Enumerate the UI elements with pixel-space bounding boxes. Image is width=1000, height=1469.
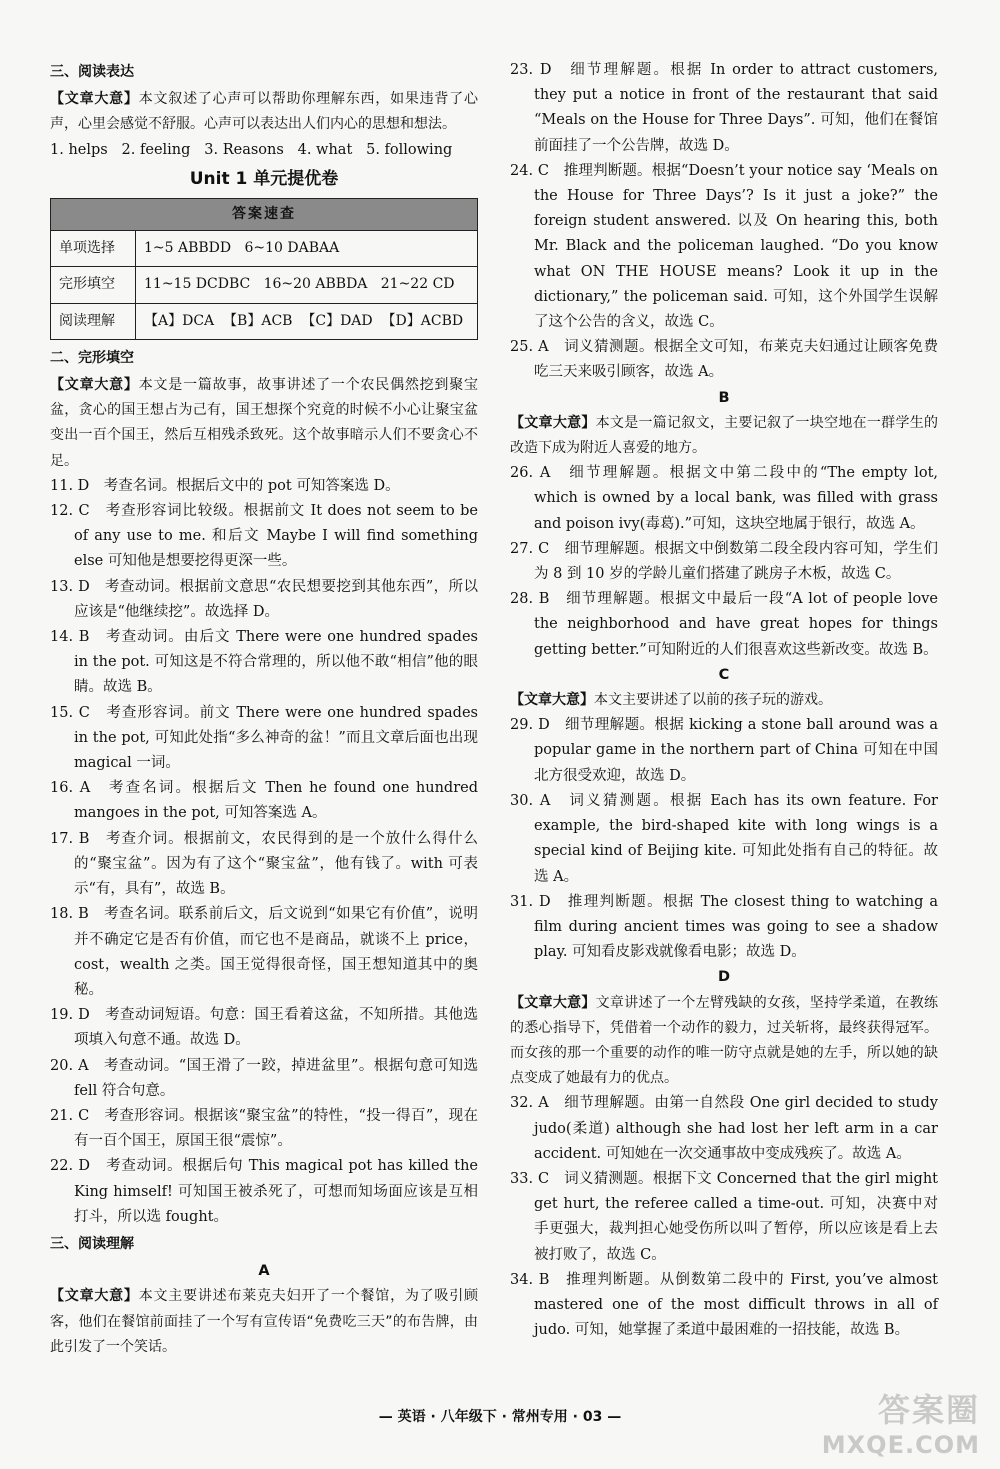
answer-item: 31. D 推理判断题。根据 The closest thing to watching a film during ancient times was going to see a shadow play. 可知看皮影戏就像看电影；故选 D。 [510, 893, 938, 961]
watermark-line: MXQE.COM [821, 1431, 980, 1459]
summary-tag: 【文章大意】 [50, 377, 139, 394]
answer-item: 28. B 细节理解题。根据文中最后一段“A lot of people love the neighborhood and have great hopes for things getting better.”可知附近的人们很喜欢这些新改变。故选 B。 [510, 591, 938, 658]
part-letter: D [717, 969, 731, 986]
row-value: 1~5 ABBDD 6~10 DABAA [136, 231, 478, 267]
answer-item: 11. D 考查名词。根据后文中的 pot 可知答案选 D。 [50, 477, 400, 494]
answers-line: 1. helps 2. feeling 3. Reasons 4. what 5. following [50, 141, 453, 158]
summary [510, 411, 938, 461]
row-value: 【A】DCA 【B】ACB 【C】DAD 【D】ACBD [136, 303, 478, 339]
row-label: 完形填空 [51, 267, 136, 303]
unit-title: Unit 1 单元提优卷 [189, 168, 339, 189]
left-column [50, 58, 478, 1360]
row-value: 11~15 DCDBC 16~20 ABBDA 21~22 CD [136, 267, 478, 303]
summary-text: 本文是一篇记叙文，主要记叙了一块空地在一群学生的改造下成为附近人喜爱的地方。 [510, 414, 938, 457]
answer-item: 25. A 词义猜测题。根据全文可知，布莱克夫妇通过让顾客免费吃三天来吸引顾客，故选 A。 [510, 339, 938, 381]
section-title: 二、完形填空 [50, 349, 134, 366]
answer-item: 29. D 细节理解题。根据 kicking a stone ball around was a popular game in the northern part of China 可知在中国北方很受欢迎，故选 D。 [510, 717, 938, 784]
summary [510, 991, 938, 1092]
answer-item: 23. D 细节理解题。根据 In order to attract customers, they put a notice in front of the restaurant that said “Meals on the House for Three Days”. 可知，他们在餐馆前面挂了一个公告牌，故选 D。 [510, 62, 938, 154]
summary-tag: 【文章大意】 [50, 91, 139, 108]
summary [510, 688, 938, 713]
page-footer: — 英语 · 八年级下 · 常州专用 · 03 — [378, 1409, 622, 1425]
answer-item: 19. D 考查动词短语。句意：国王看着这盆，不知所措。其他选项填入句意不通。故选 D。 [50, 1007, 478, 1049]
answer-item: 12. C 考查形容词比较级。根据前文 It does not seem to be of any use to me. 和后文 Maybe I will find something else 可知他是想要挖得更深一些。 [50, 503, 478, 570]
summary-tag: 【文章大意】 [510, 692, 594, 709]
part-letter: B [718, 389, 730, 406]
answer-item: 20. A 考查动词。“国王滑了一跤，掉进盆里”。根据句意可知选 fell 符合句意。 [50, 1057, 478, 1099]
answer-item: 30. A 词义猜测题。根据 Each has its own feature. For example, the bird-shaped kite with long wings is a special kind of Beijing kite. 可知此处指有自己的特征。故选 A。 [510, 792, 938, 885]
answer-item: 34. B 推理判断题。从倒数第二段中的 First, you’ve almost mastered one of the most difficult throws in all of judo. 可知，她掌握了柔道中最困难的一招技能，故选 B。 [510, 1271, 938, 1339]
section-title: 三、阅读理解 [50, 1235, 134, 1252]
summary-tag: 【文章大意】 [510, 414, 596, 431]
table-row [51, 267, 478, 303]
answer-item: 26. A 细节理解题。根据文中第二段中的“The empty lot, which is owned by a local bank, was filled with grass and poison ivy(毒葛).”可知，这块空地属于银行，故选 A。 [510, 465, 938, 532]
table-row [51, 303, 478, 339]
summary [50, 373, 478, 474]
table-header: 答案速查 [51, 199, 478, 231]
summary [50, 1284, 478, 1360]
section-title: 三、阅读表达 [50, 64, 134, 80]
row-label: 单项选择 [51, 231, 136, 267]
table-row [51, 231, 478, 267]
answer-item: 18. B 考查名词。联系前后文，后文说到“如果它有价值”，说明并不确定它是否有价值，而它也不是商品，就谈不上 price，cost，wealth 之类。国王觉得很奇怪，国王想知道其中的奥秘。 [50, 906, 478, 998]
answer-item: 21. C 考查形容词。根据该“聚宝盆”的特性，“投一得百”，现在有一百个国王，原国王很“震惊”。 [50, 1107, 478, 1150]
summary-tag: 【文章大意】 [50, 1288, 139, 1305]
answer-item: 13. D 考查动词。根据前文意思“农民想要挖到其他东西”，所以应该是“他继续挖”。故选择 D。 [50, 578, 478, 620]
part-letter: C [718, 666, 730, 683]
answer-item: 15. C 考查形容词。前文 There were one hundred spades in the pot, 可知此处指“多么神奇的盆！”而且文章后面也出现 magical 一词。 [50, 704, 478, 772]
answer-item: 27. C 细节理解题。根据文中倒数第二段全段内容可知，学生们为 8 到 10 岁的学龄儿童们搭建了跳房子木板，故选 C。 [510, 540, 938, 583]
row-label: 阅读理解 [51, 303, 136, 339]
answer-item: 32. A 细节理解题。由第一自然段 One girl decided to study judo(柔道) although she had lost her left arm in a car accident. 可知她在一次交通事故中变成残疾了。故选 A。 [510, 1095, 938, 1162]
answer-item: 16. A 考查名词。根据后文 Then he found one hundred mangoes in the pot, 可知答案选 A。 [50, 780, 478, 822]
answer-item: 17. B 考查介词。根据前文，农民得到的是一个放什么得什么的“聚宝盆”。因为有了这个“聚宝盆”，他有钱了。with 可表示“有，具有”，故选 B。 [50, 830, 478, 898]
watermark-line: 答案圈 [877, 1391, 980, 1429]
answer-item: 24. C 推理判断题。根据“Doesn’t your notice say ‘Meals on the House for Three Days’? Is it just a joke?” the foreign student answered. 以及 On hearing this, both Mr. Black and the policeman laughed. “Do you know what ON THE HOUSE means? Look it up in the dictionary,” the policeman said. 可知，这个外国学生误解了这个公告的含义，故选 C。 [510, 162, 938, 331]
summary [50, 87, 478, 137]
watermark-logo [800, 1385, 980, 1459]
summary-text: 本文主要讲述了以前的孩子玩的游戏。 [594, 692, 832, 709]
answer-item: 33. C 词义猜测题。根据下文 Concerned that the girl might get hurt, the referee called a time-out. 可知，决赛中对手更强大，裁判担心她受伤所以叫了暂停，所以应该是看上去被打败了，故选 C。 [510, 1170, 938, 1263]
answer-key-table [50, 198, 478, 340]
answer-item: 22. D 考查动词。根据后句 This magical pot has killed the King himself! 可知国王被杀死了，可想而知场面应该是互相打斗，所以选 fought。 [50, 1158, 478, 1225]
summary-text: 本文主要讲述布莱克夫妇开了一个餐馆，为了吸引顾客，他们在餐馆前面挂了一个写有宣传语“免费吃三天”的布告牌，由此引发了一个笑话。 [50, 1288, 479, 1355]
part-letter: A [258, 1263, 270, 1280]
summary-text: 本文叙述了心声可以帮助你理解东西，如果违背了心声，心里会感觉不舒服。心声可以表达出人们内心的思想和想法。 [50, 91, 479, 133]
answer-item: 14. B 考查动词。由后文 There were one hundred spades in the pot. 可知这是不符合常理的，所以他不敢“相信”他的眼睛。故选 B。 [50, 629, 478, 696]
summary-text: 文章讲述了一个左臂残缺的女孩，坚持学柔道，在教练的悉心指导下，凭借着一个动作的毅力，过关斩将，最终获得冠军。而女孩的那一个重要的动作的唯一防守点就是她的左手，所以她的缺点变成了她最有力的优点。 [510, 994, 938, 1087]
summary-tag: 【文章大意】 [510, 994, 596, 1011]
right-column [510, 58, 938, 1343]
summary-text: 本文是一篇故事，故事讲述了一个农民偶然挖到聚宝盆，贪心的国王想占为己有，国王想探个究竟的时候不小心让聚宝盆变出一百个国王，然后互相残杀致死。这个故事暗示人们不要贪心不足。 [50, 377, 479, 469]
